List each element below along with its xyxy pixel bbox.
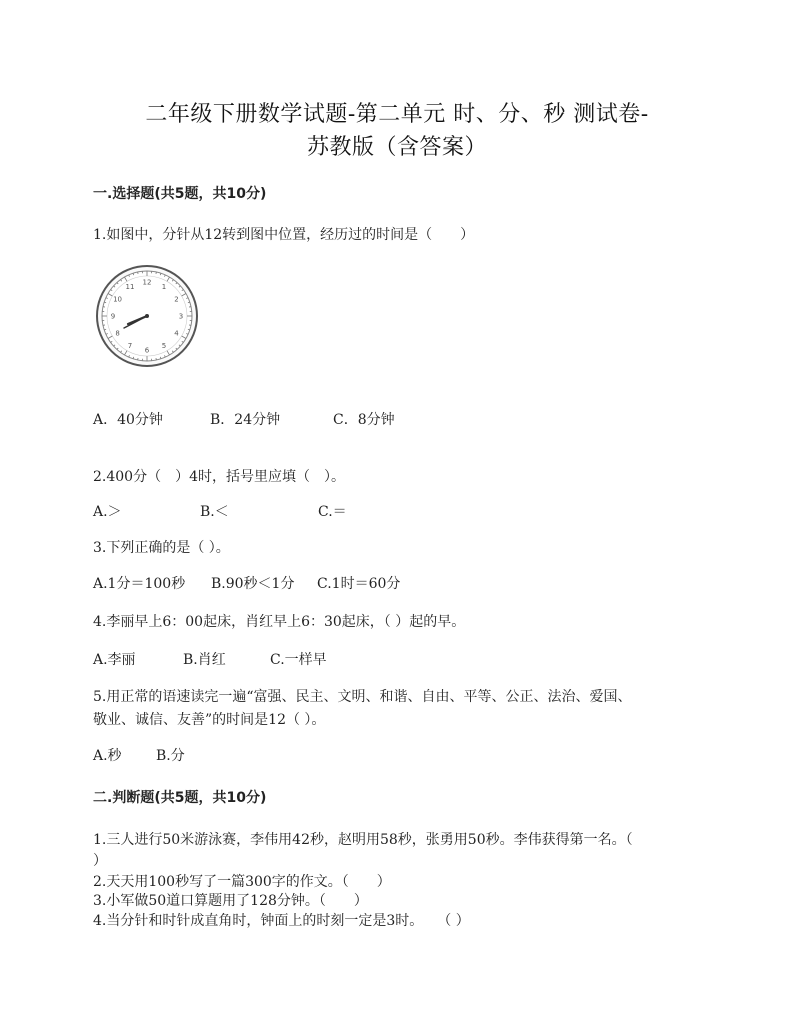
q1-option-a[interactable]: A．40分钟 — [93, 412, 163, 428]
clock-number: 9 — [110, 312, 116, 321]
q2-option-a[interactable]: A.＞ — [93, 504, 122, 520]
q4-option-a[interactable]: A.李丽 — [93, 652, 136, 668]
clock-number: 1 — [161, 283, 167, 292]
q3-option-b[interactable]: B.90秒＜1分 — [211, 576, 295, 592]
section-2-heading: 二.判断题(共5题，共10分) — [93, 790, 267, 806]
clock-number: 5 — [161, 341, 167, 350]
question-1-text: 1.如图中，分针从12转到图中位置，经历过的时间是（ ） — [93, 227, 475, 243]
clock-number: 8 — [115, 329, 120, 338]
question-5-text-line2: 敬业、诚信、友善”的时间是12（ ）。 — [93, 712, 326, 728]
clock-number: 4 — [174, 329, 179, 338]
q3-option-a[interactable]: A.1分＝100秒 — [93, 576, 186, 592]
judge-3-text: 3.小军做50道口算题用了128分钟。（ ） — [93, 893, 368, 909]
document-title-line2: 苏教版（含答案） — [306, 135, 487, 160]
judge-1-text-line1: 1.三人进行50米游泳赛，李伟用42秒，赵明用58秒，张勇用50秒。李伟获得第一名。（ — [93, 832, 633, 848]
q4-option-c[interactable]: C.一样早 — [270, 652, 327, 668]
q5-option-a[interactable]: A.秒 — [93, 748, 122, 764]
section-1-heading: 一.选择题(共5题，共10分) — [93, 186, 267, 202]
judge-1-text-line2: ） — [93, 853, 107, 869]
question-2-text: 2.400分（ ）4时，括号里应填（ ）。 — [93, 469, 345, 485]
q1-option-c[interactable]: C．8分钟 — [333, 412, 395, 428]
judge-2-text: 2.天天用100秒写了一篇300字的作文。（ ） — [93, 874, 391, 890]
judge-4-text: 4.当分针和时针成直角时，钟面上的时刻一定是3时。 （ ） — [93, 913, 470, 929]
document-title-line1: 二年级下册数学试题-第二单元 时、分、秒 测试卷- — [145, 102, 649, 127]
clock-number: 10 — [113, 295, 123, 304]
clock-number: 6 — [144, 346, 150, 355]
q2-option-c[interactable]: C.＝ — [318, 504, 347, 520]
clock-number: 7 — [127, 341, 133, 350]
clock-face-image — [94, 263, 200, 369]
q1-option-b[interactable]: B．24分钟 — [210, 412, 281, 428]
clock-number: 2 — [174, 295, 179, 304]
q2-option-b[interactable]: B.＜ — [200, 504, 229, 520]
question-4-text: 4.李丽早上6：00起床，肖红早上6：30起床，（ ）起的早。 — [93, 614, 466, 630]
q4-option-b[interactable]: B.肖红 — [183, 652, 226, 668]
clock-number: 3 — [178, 312, 184, 321]
q5-option-b[interactable]: B.分 — [156, 748, 185, 764]
question-3-text: 3.下列正确的是（ ）。 — [93, 540, 230, 556]
q3-option-c[interactable]: C.1时＝60分 — [317, 576, 401, 592]
clock-number: 12 — [142, 278, 152, 287]
question-5-text-line1: 5.用正常的语速读完一遍“富强、民主、文明、和谐、自由、平等、公正、法治、爱国、 — [93, 689, 632, 705]
clock-number: 11 — [125, 283, 135, 292]
